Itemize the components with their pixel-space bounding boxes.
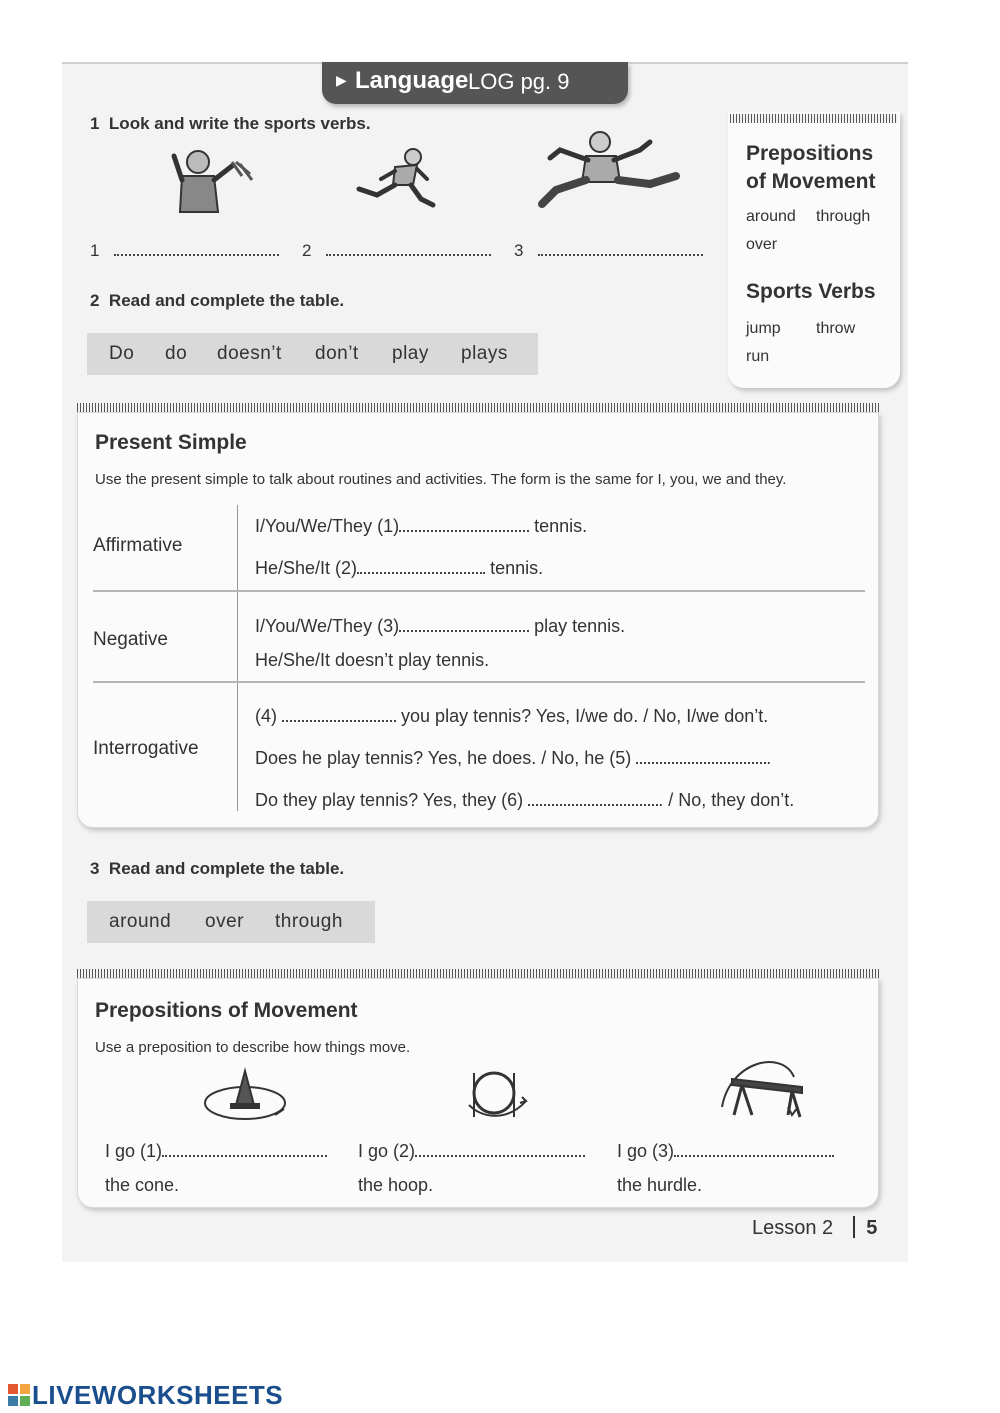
word-bank-item: don’t: [315, 343, 359, 364]
preposition-blank-2[interactable]: [415, 1141, 585, 1157]
affirmative-line-1: I/You/We/They (1) tennis.: [255, 516, 588, 536]
prepositions-title: Prepositions of Movement: [95, 999, 358, 1022]
word-bank-item: play: [392, 343, 429, 364]
sidebar-word: through: [816, 208, 871, 225]
word-bank-item: do: [165, 343, 188, 364]
preposition-item-3: I go (3): [617, 1141, 834, 1162]
exercise-2-number: 2: [90, 291, 100, 310]
affirmative-line-2: He/She/It (2) tennis.: [255, 558, 544, 578]
preposition-object-1: the cone.: [105, 1175, 180, 1195]
banner-subtitle: LOG pg. 9: [468, 69, 570, 94]
vocabulary-sidebar: [728, 112, 900, 388]
sidebar-word: run: [746, 348, 770, 365]
word-bank-item: through: [275, 911, 343, 932]
sidebar-word: around: [746, 208, 796, 225]
blank-2-number: 2: [302, 241, 312, 260]
language-log-banner: [322, 62, 628, 104]
preposition-object-2: the hoop.: [358, 1175, 434, 1195]
lesson-label: Lesson 2: [752, 1217, 834, 1239]
sidebar-word: over: [746, 236, 778, 253]
page-number: 5: [866, 1217, 878, 1239]
exercise-3-instruction: Read and complete the table.: [108, 859, 345, 878]
interrogative-line-2: Does he play tennis? Yes, he does. / No, he (5) .: [255, 748, 772, 768]
present-simple-title: Present Simple: [95, 431, 247, 454]
word-bank-item: plays: [461, 343, 508, 364]
interrogative-line-1: (4) you play tennis? Yes, I/we do. / No, I/we don’t.: [255, 706, 769, 726]
negative-line-2: He/She/It doesn’t play tennis.: [255, 650, 490, 670]
negative-label: Negative: [93, 629, 168, 650]
hoop-icon: [464, 1065, 534, 1125]
answer-blank-6[interactable]: [528, 790, 658, 806]
hurdle-icon: [712, 1049, 812, 1123]
word-bank-3: [87, 901, 375, 943]
exercise-2-heading: [90, 291, 344, 311]
word-bank-2: [87, 333, 538, 375]
jump-picture: [530, 128, 685, 213]
exercise-1-number: 1: [90, 114, 100, 133]
preposition-blank-3[interactable]: [674, 1141, 834, 1157]
answer-blank-1[interactable]: [399, 516, 529, 532]
blank-1-number: 1: [90, 241, 100, 260]
answer-blank-5[interactable]: [636, 748, 766, 764]
exercise-2-instruction: Read and complete the table.: [108, 291, 345, 310]
present-simple-description: Use the present simple to talk about routines and activities. The form is the same for I, you, we and they.: [95, 471, 787, 488]
cone-icon: [200, 1065, 290, 1125]
word-bank-item: Do: [109, 343, 135, 364]
preposition-item-2: I go (2): [358, 1141, 585, 1162]
word-bank-item: around: [109, 911, 172, 932]
page-footer: [752, 1216, 877, 1240]
exercise-1-heading: [90, 114, 371, 134]
exercise-1-instruction: Look and write the sports verbs.: [108, 114, 371, 133]
interrogative-label: Interrogative: [93, 738, 199, 759]
present-simple-card: [77, 412, 879, 828]
blank-3-number: 3: [514, 241, 524, 260]
prepositions-card: [77, 978, 879, 1208]
sidebar-heading-prepositions: Prepositions of Movement: [746, 142, 876, 193]
hatch-divider: [77, 403, 879, 412]
sidebar-word: jump: [746, 320, 781, 337]
preposition-item-1: I go (1): [105, 1141, 327, 1162]
hatch-divider: [77, 969, 879, 978]
play-arrow-icon: ▶: [336, 72, 347, 88]
word-bank-item: over: [205, 911, 244, 932]
prepositions-description: Use a preposition to describe how things move.: [95, 1039, 411, 1056]
answer-blank-3[interactable]: [399, 616, 529, 632]
exercise-3-number: 3: [90, 859, 100, 878]
sidebar-heading-sports-verbs: Sports Verbs: [746, 280, 876, 303]
exercise-3-heading: [90, 859, 344, 879]
interrogative-line-3: Do they play tennis? Yes, they (6) . / No, they don’t.: [255, 790, 795, 810]
negative-line-1: I/You/We/They (3) play tennis.: [255, 616, 626, 636]
liveworksheets-brand[interactable]: [8, 1380, 283, 1411]
answer-blank-4[interactable]: [282, 706, 396, 722]
affirmative-label: Affirmative: [93, 535, 183, 556]
brand-name: LIVEWORKSHEETS: [32, 1380, 284, 1410]
sport-verb-blank-1[interactable]: [90, 240, 279, 261]
throw-picture: [170, 140, 260, 215]
answer-blank-2[interactable]: [357, 558, 485, 574]
preposition-blank-1[interactable]: [162, 1141, 327, 1157]
liveworksheets-logo-icon: [8, 1384, 30, 1406]
sport-verb-blank-2[interactable]: [302, 240, 491, 261]
sport-verb-blank-3[interactable]: [514, 240, 703, 261]
sidebar-word: throw: [816, 320, 856, 337]
word-bank-item: doesn’t: [217, 343, 282, 364]
preposition-object-3: the hurdle.: [617, 1175, 703, 1195]
run-picture: [355, 145, 440, 210]
banner-title: Language: [355, 67, 469, 94]
